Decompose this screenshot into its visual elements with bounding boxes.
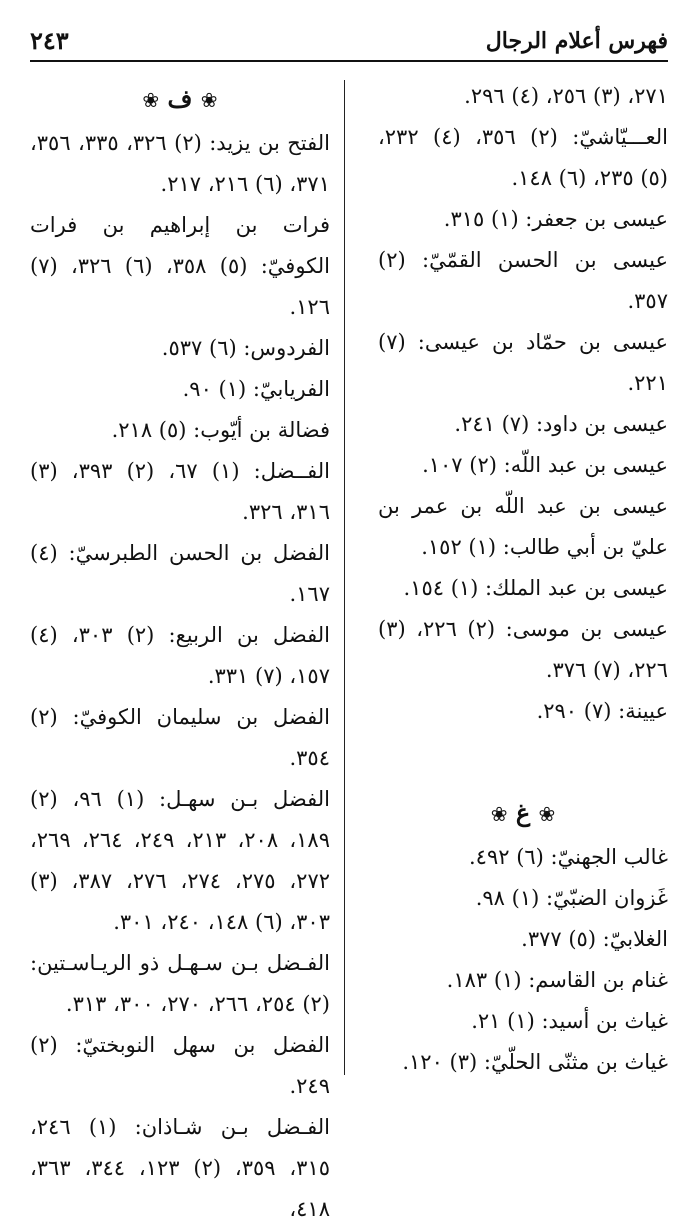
section-spacer — [378, 732, 668, 790]
index-entry: غَزوان الضبّيّ: (١) ٩٨. — [475, 886, 668, 910]
index-entry: الغلابيّ: (٥) ٣٧٧. — [521, 927, 668, 951]
section-heading-letter: ف — [167, 84, 193, 113]
header-rule — [30, 60, 668, 62]
index-entry: عيسى بن موسى: (٢) ٢٢٦، (٣) ٢٢٦، (٧) ٣٧٦. — [378, 617, 668, 682]
index-entry: عيسى بن جعفر: (١) ٣١٥. — [443, 207, 668, 231]
index-entry: غالب الجهنيّ: (٦) ٤٩٢. — [468, 845, 668, 869]
section-heading-fa — [30, 78, 330, 121]
index-entry: الفريابيّ: (١) ٩٠. — [182, 377, 330, 401]
index-entry: الفضل بن الحسن الطبرسيّ: (٤) ١٦٧. — [30, 541, 330, 606]
index-entry: الفضل بن سليمان الكوفيّ: (٢) ٣٥٤. — [30, 705, 330, 770]
column-divider — [344, 80, 345, 1075]
left-column — [30, 76, 330, 1230]
index-entry: عيسى بن عبد اللّه بن عمر بن عليّ بن أبي طالب: (١) ١٥٢. — [378, 494, 668, 559]
ornament-right-icon: ❀ — [200, 88, 218, 112]
index-entry: عيسى بن عبد الملك: (١) ١٥٤. — [403, 576, 668, 600]
index-entry: الفضل بـن سهـل: (١) ٩٦، (٢) ١٨٩، ٢٠٨، ٢١٣، ٢٤٩، ٢٦٤، ٢٦٩، ٢٧٢، ٢٧٥، ٢٧٤، ٢٧٦، ٣٨٧، (٣) ٣٠٣، (٦) ١٤٨، ٢٤٠، ٣٠١. — [30, 787, 331, 934]
page-number: ٢٤٣ — [30, 26, 69, 55]
index-entry: الفتح بن يزيد: (٢) ٣٢٦، ٣٣٥، ٣٥٦، ٣٧١، (٦) ٢١٦، ٢١٧. — [30, 131, 331, 196]
section-heading-letter: غ — [515, 798, 531, 827]
ornament-left-icon: ❀ — [490, 802, 508, 826]
index-title: فهرس أعلام الرجال — [485, 28, 668, 54]
index-entry: فضالة بن أيّوب: (٥) ٢١٨. — [111, 418, 330, 442]
section-heading-ghain — [378, 792, 668, 835]
page-header — [30, 22, 668, 58]
right-column — [378, 76, 668, 1083]
index-entry: عيسى بن داود: (٧) ٢٤١. — [454, 412, 668, 436]
index-entry: عيسى بن عبد اللّه: (٢) ١٠٧. — [422, 453, 668, 477]
ornament-right-icon: ❀ — [538, 802, 556, 826]
index-entry: الفردوس: (٦) ٥٣٧. — [161, 336, 330, 360]
index-entry: عيسى بن حمّاد بن عيسى: (٧) ٢٢١. — [378, 330, 668, 395]
index-entry: الفضل بن سهل النوبختيّ: (٢) ٢٤٩. — [30, 1033, 330, 1098]
index-entry: الفــضل: (١) ٦٧، (٢) ٣٩٣، (٣) ٣١٦، ٣٢٦. — [30, 459, 330, 524]
index-entry: الفـضل بـن سـهـل ذو الريـاسـتين: (٢) ٢٥٤، ٢٦٦، ٢٧٠، ٣٠٠، ٣١٣. — [30, 951, 330, 1016]
index-entry: عيينة: (٧) ٢٩٠. — [536, 699, 668, 723]
index-entry: غياث بن أسيد: (١) ٢١. — [471, 1009, 668, 1033]
index-entry: ٢٧١، (٣) ٢٥٦، (٤) ٢٩٦. — [464, 84, 668, 108]
index-entry: العـــيّاشيّ: (٢) ٣٥٦، (٤) ٢٣٢، (٥) ٢٣٥، (٦) ١٤٨. — [378, 125, 668, 190]
index-entry: غنام بن القاسم: (١) ١٨٣. — [446, 968, 668, 992]
index-entry: الفضل بن الربيع: (٢) ٣٠٣، (٤) ١٥٧، (٧) ٣٣١. — [30, 623, 330, 688]
index-entry: فرات بن إبراهيم بن فرات الكوفيّ: (٥) ٣٥٨، (٦) ٣٢٦، (٧) ١٢٦. — [30, 213, 331, 319]
index-entry: الفـضل بـن شـاذان: (١) ٢٤٦، ٣١٥، ٣٥٩، (٢) ١٢٣، ٣٤٤، ٣٦٣، ٤١٨، — [30, 1115, 331, 1221]
ornament-left-icon: ❀ — [142, 88, 160, 112]
index-entry: غياث بن مثنّى الحلّيّ: (٣) ١٢٠. — [402, 1050, 668, 1074]
index-entry: عيسى بن الحسن القمّيّ: (٢) ٣٥٧. — [378, 248, 668, 313]
